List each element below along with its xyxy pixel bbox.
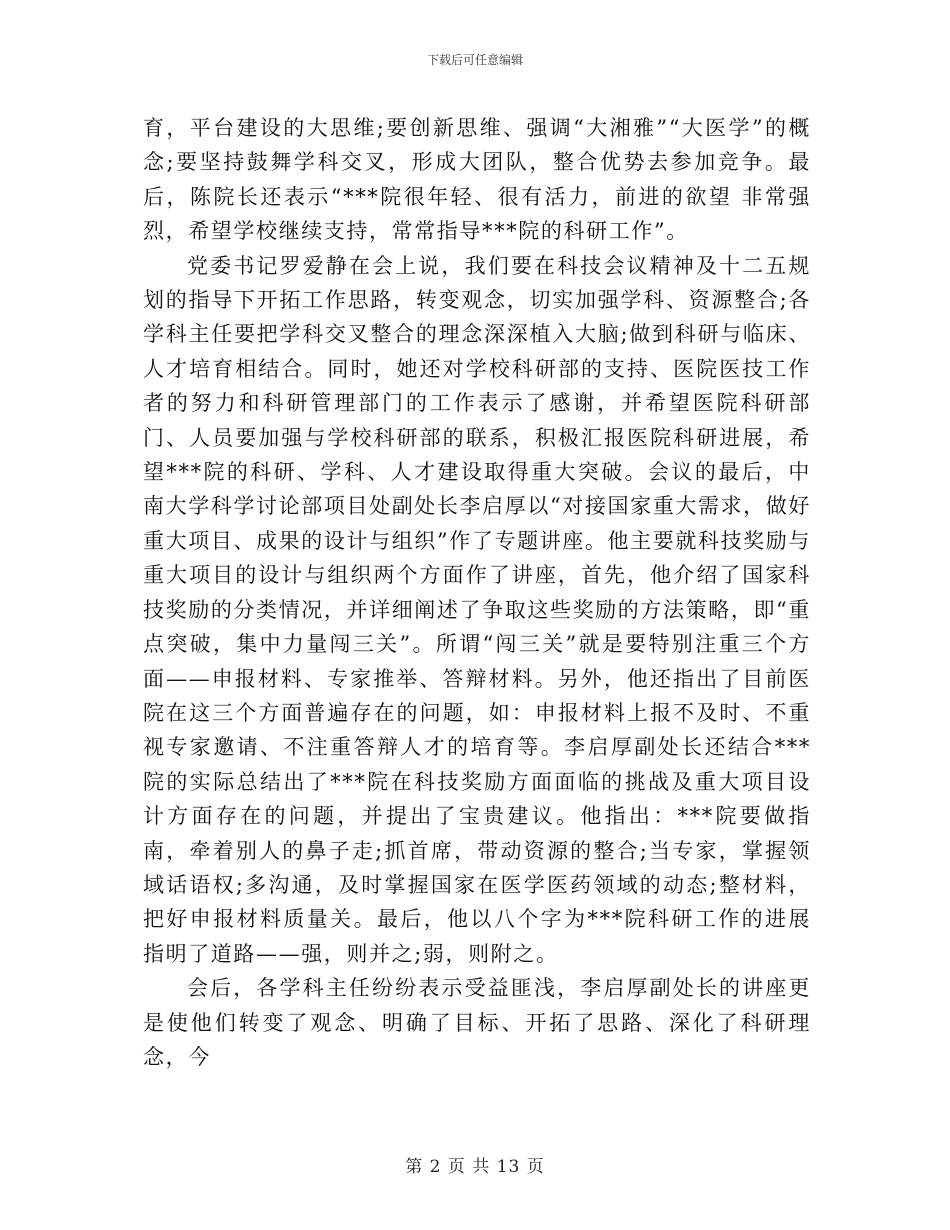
document-body <box>143 111 811 1074</box>
page-header: 下载后可任意编辑 <box>426 53 523 67</box>
paragraph-continuation: 育，平台建设的大思维;要创新思维、强调“大湘雅”“大医学”的概念;要坚持鼓舞学科交叉，形成大团队，整合优势去参加竞争。最后，陈院长还表示“***院很年轻、很有活力，前进的欲望 非常强烈，希望学校继续支持，常常指导***院的科研工作”。 <box>143 116 811 244</box>
page-number: 第 2 页 共 13 页 <box>405 1157 545 1177</box>
paragraph-party-secretary-speech: 党委书记罗爱静在会上说，我们要在科技会议精神及十二五规划的指导下开拓工作思路，转变观念，切实加强学科、资源整合;各学科主任要把学科交叉整合的理念深深植入大脑;做到科研与临床、人才培育相结合。同时，她还对学校科研部的支持、医院医技工作者的努力和科研管理部门的工作表示了感谢，并希望医院科研部门、人员要加强与学校科研部的联系，积极汇报医院科研进展，希望***院的科研、学科、人才建设取得重大突破。会议的最后，中南大学科学讨论部项目处副处长李启厚以“对接国家重大需求，做好重大项目、成果的设计与组织”作了专题讲座。他主要就科技奖励与重大项目的设计与组织两个方面作了讲座，首先，他介绍了国家科技奖励的分类情况，并详细阐述了争取这些奖励的方法策略，即“重点突破，集中力量闯三关”。所谓“闯三关”就是要特别注重三个方面——申报材料、专家推举、答辩材料。另外，他还指出了目前医院在这三个方面普遍存在的问题，如：申报材料上报不及时、不重视专家邀请、不注重答辩人才的培育等。李启厚副处长还结合***院的实际总结出了***院在科技奖励方面面临的挑战及重大项目设计方面存在的问题，并提出了宝贵建议。他指出：***院要做指南，牵着别人的鼻子走;抓首席，带动资源的整合;当专家，掌握领域话语权;多沟通，及时掌握国家在医学医药领域的动态;整材料，把好申报材料质量关。最后，他以八个字为***院科研工作的进展指明了道路——强，则并之;弱，则附之。 <box>143 253 811 966</box>
paragraph-after-meeting: 会后，各学科主任纷纷表示受益匪浅，李启厚副处长的讲座更是使他们转变了观念、明确了目标、开拓了思路、深化了科研理念，今 <box>143 976 811 1069</box>
